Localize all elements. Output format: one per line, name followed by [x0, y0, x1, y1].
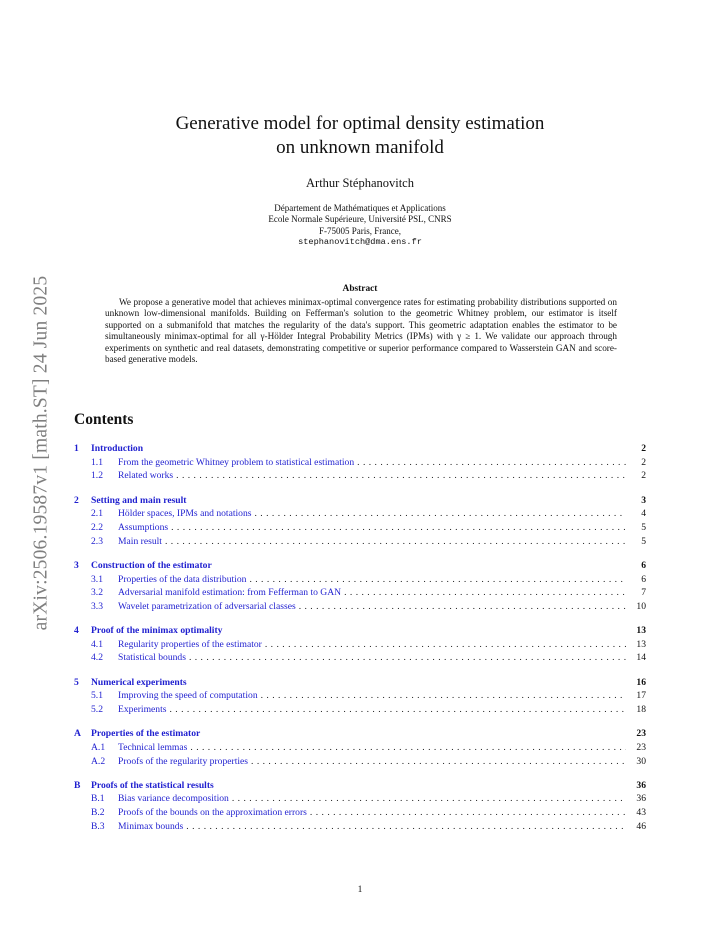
- toc-subsection-title[interactable]: Properties of the data distribution: [118, 573, 247, 585]
- affiliation-line-3: F-75005 Paris, France,: [319, 225, 401, 236]
- toc-subsection-number[interactable]: 2.2: [91, 521, 103, 533]
- toc-page-number: 10: [636, 600, 646, 612]
- toc-section-title[interactable]: Numerical experiments: [91, 676, 187, 688]
- toc-section-entry[interactable]: [74, 677, 646, 691]
- contents-heading: Contents: [74, 411, 134, 428]
- toc-section-entry[interactable]: [74, 560, 646, 574]
- toc-page-number: 30: [636, 755, 646, 767]
- toc-subsection-entry[interactable]: [74, 756, 646, 770]
- arxiv-identifier-stamp: [24, 248, 58, 658]
- toc-page-number: 5: [641, 535, 646, 547]
- toc-page-number: 13: [636, 625, 646, 637]
- toc-subsection-number[interactable]: 3.2: [91, 587, 103, 599]
- toc-subsection-title[interactable]: Related works: [118, 470, 174, 482]
- toc-section: [74, 625, 646, 666]
- toc-section-number[interactable]: B: [74, 779, 81, 791]
- toc-subsection-title[interactable]: Minimax bounds: [118, 820, 184, 832]
- toc-subsection-number[interactable]: 5.1: [91, 690, 103, 702]
- toc-subsection-title[interactable]: Proofs of the bounds on the approximation errors: [118, 807, 307, 819]
- toc-section-title[interactable]: Introduction: [91, 443, 144, 454]
- toc-section-number[interactable]: 4: [74, 625, 79, 637]
- affiliation-line-1: Département de Mathématiques et Applications: [274, 203, 446, 213]
- toc-subsection-number[interactable]: 1.2: [91, 470, 103, 482]
- toc-subsection-title[interactable]: Improving the speed of computation: [118, 690, 258, 702]
- toc-dot-leader: [246, 574, 626, 585]
- toc-page-number: 23: [636, 728, 646, 740]
- toc-subsection-entry[interactable]: [74, 457, 646, 471]
- toc-dot-leader: [187, 742, 626, 753]
- toc-subsection-entry[interactable]: [74, 470, 646, 484]
- toc-subsection-entry[interactable]: [74, 639, 646, 653]
- toc-section-title[interactable]: Proofs of the statistical results: [91, 779, 214, 791]
- toc-subsection-number[interactable]: A.1: [91, 741, 106, 753]
- toc-page-number: 36: [636, 779, 646, 791]
- page-number: 1: [357, 885, 363, 895]
- toc-page-number: 43: [636, 807, 646, 819]
- toc-subsection-number[interactable]: B.2: [91, 807, 105, 819]
- toc-dot-leader: [229, 793, 626, 804]
- toc-page-number: 6: [641, 559, 646, 571]
- toc-section: [74, 560, 646, 615]
- toc-dot-leader: [262, 639, 626, 650]
- toc-dot-leader: [296, 601, 626, 612]
- toc-subsection-number[interactable]: 3.3: [91, 600, 103, 612]
- affiliation-block: [0, 203, 720, 249]
- toc-section-number[interactable]: 1: [74, 443, 79, 454]
- toc-subsection-entry[interactable]: [74, 587, 646, 601]
- toc-page-number: 18: [636, 704, 646, 715]
- toc-subsection-title[interactable]: Technical lemmas: [118, 741, 188, 753]
- toc-page-number: 2: [641, 456, 646, 468]
- toc-subsection-title[interactable]: Experiments: [118, 704, 167, 715]
- toc-subsection-entry[interactable]: [74, 704, 646, 718]
- toc-section-number[interactable]: 3: [74, 559, 79, 571]
- toc-subsection-number[interactable]: 1.1: [91, 456, 103, 468]
- toc-subsection-entry[interactable]: [74, 574, 646, 588]
- toc-subsection-entry[interactable]: [74, 793, 646, 807]
- toc-section-number[interactable]: 5: [74, 676, 79, 688]
- toc-dot-leader: [341, 587, 626, 598]
- toc-section-entry[interactable]: [74, 495, 646, 509]
- title-line-2: on unknown manifold: [276, 137, 444, 158]
- toc-subsection-entry[interactable]: [74, 807, 646, 821]
- toc-subsection-number[interactable]: B.3: [91, 820, 105, 832]
- toc-dot-leader: [248, 756, 626, 767]
- toc-subsection-title[interactable]: Regularity properties of the estimator: [118, 638, 262, 650]
- author-name: Arthur Stéphanovitch: [306, 176, 414, 190]
- toc-section-entry[interactable]: [74, 443, 646, 457]
- toc-page-number: 4: [641, 508, 646, 520]
- toc-section-number[interactable]: 2: [74, 494, 79, 506]
- toc-dot-leader: [173, 470, 626, 481]
- toc-subsection-entry[interactable]: [74, 522, 646, 536]
- toc-subsection-title[interactable]: Assumptions: [118, 521, 169, 533]
- toc-subsection-title[interactable]: Hölder spaces, IPMs and notations: [118, 508, 252, 520]
- toc-page-number: 7: [641, 587, 646, 599]
- toc-section: [74, 728, 646, 769]
- toc-page-number: 14: [636, 652, 646, 664]
- abstract-heading: Abstract: [342, 284, 378, 294]
- toc-subsection-title[interactable]: Adversarial manifold estimation: from Fefferman to GAN: [118, 587, 342, 599]
- toc-page-number: 16: [636, 676, 646, 688]
- toc-subsection-entry[interactable]: [74, 601, 646, 615]
- toc-subsection-entry[interactable]: [74, 536, 646, 550]
- toc-section-entry[interactable]: [74, 728, 646, 742]
- toc-subsection-number[interactable]: 4.2: [91, 652, 103, 664]
- toc-dot-leader: [252, 508, 627, 519]
- toc-section: [74, 443, 646, 484]
- toc-section: [74, 677, 646, 718]
- toc-section: [74, 495, 646, 550]
- author-email: stephanovitch@dma.ens.fr: [298, 237, 422, 248]
- toc-section: [74, 780, 646, 835]
- toc-subsection-title[interactable]: Proofs of the regularity properties: [118, 755, 249, 767]
- toc-section-title[interactable]: Construction of the estimator: [91, 559, 212, 571]
- toc-subsection-entry[interactable]: [74, 690, 646, 704]
- toc-subsection-entry[interactable]: [74, 742, 646, 756]
- toc-dot-leader: [258, 690, 626, 701]
- table-of-contents: [74, 443, 646, 845]
- toc-subsection-title[interactable]: From the geometric Whitney problem to statistical estimation: [118, 456, 355, 468]
- toc-page-number: 13: [636, 638, 646, 650]
- toc-subsection-number[interactable]: 5.2: [91, 704, 103, 715]
- toc-page-number: 2: [641, 470, 646, 482]
- toc-page-number: 2: [641, 443, 646, 454]
- toc-section-number[interactable]: A: [74, 728, 81, 740]
- toc-subsection-number[interactable]: 2.3: [91, 535, 103, 547]
- toc-dot-leader: [307, 807, 626, 818]
- toc-page-number: 3: [641, 494, 646, 506]
- toc-page-number: 17: [636, 690, 646, 702]
- toc-subsection-title[interactable]: Main result: [118, 535, 162, 547]
- toc-dot-leader: [168, 522, 626, 533]
- toc-dot-leader: [183, 821, 626, 832]
- toc-subsection-number[interactable]: 4.1: [91, 638, 103, 650]
- affiliation-line-2: Ecole Normale Supérieure, Université PSL, CNRS: [268, 214, 452, 225]
- toc-section-title[interactable]: Proof of the minimax optimality: [91, 625, 223, 637]
- toc-page-number: 36: [636, 793, 646, 805]
- toc-page-number: 46: [636, 820, 646, 832]
- toc-dot-leader: [354, 457, 626, 468]
- toc-subsection-title[interactable]: Wavelet parametrization of adversarial classes: [118, 600, 296, 612]
- arxiv-stamp-text: arXiv:2506.19587v1 [math.ST] 24 Jun 2025: [30, 275, 52, 631]
- toc-subsection-entry[interactable]: [74, 821, 646, 835]
- abstract-text: We propose a generative model that achieves minimax-optimal convergence rates for estimating probability distributions supported on unknown low-dimensional manifolds. Building on Fefferman's solution to the geometric Whitney problem, our estimator is itself supported on a submanifold that matches the regularity of the data's support. This geometric adaptation enables the estimator to be simultaneously minimax-optimal for all γ-Hölder Integral Probability Metrics (IPMs) with γ ≥ 1. We validate our approach through experiments on synthetic and real datasets, demonstrating competitive or superior performance compared to Wasserstein GAN and score-based generative models.: [105, 297, 617, 365]
- title-line-1: Generative model for optimal density estimation: [175, 113, 545, 134]
- toc-page-number: 5: [641, 521, 646, 533]
- toc-dot-leader: [162, 536, 626, 547]
- toc-page-number: 23: [636, 741, 646, 753]
- toc-subsection-number[interactable]: B.1: [91, 793, 105, 805]
- toc-subsection-number[interactable]: A.2: [91, 755, 106, 767]
- toc-section-entry[interactable]: [74, 625, 646, 639]
- toc-subsection-title[interactable]: Bias variance decomposition: [118, 793, 229, 805]
- toc-subsection-number[interactable]: 3.1: [91, 573, 103, 585]
- toc-subsection-number[interactable]: 2.1: [91, 508, 103, 520]
- toc-dot-leader: [186, 652, 626, 663]
- toc-subsection-entry[interactable]: [74, 508, 646, 522]
- toc-section-title[interactable]: Properties of the estimator: [91, 728, 201, 740]
- toc-section-title[interactable]: Setting and main result: [91, 494, 187, 506]
- toc-subsection-title[interactable]: Statistical bounds: [118, 652, 186, 664]
- toc-page-number: 6: [641, 573, 646, 585]
- paper-title: [0, 112, 720, 160]
- toc-subsection-entry[interactable]: [74, 652, 646, 666]
- toc-dot-leader: [167, 704, 627, 715]
- toc-section-entry[interactable]: [74, 780, 646, 794]
